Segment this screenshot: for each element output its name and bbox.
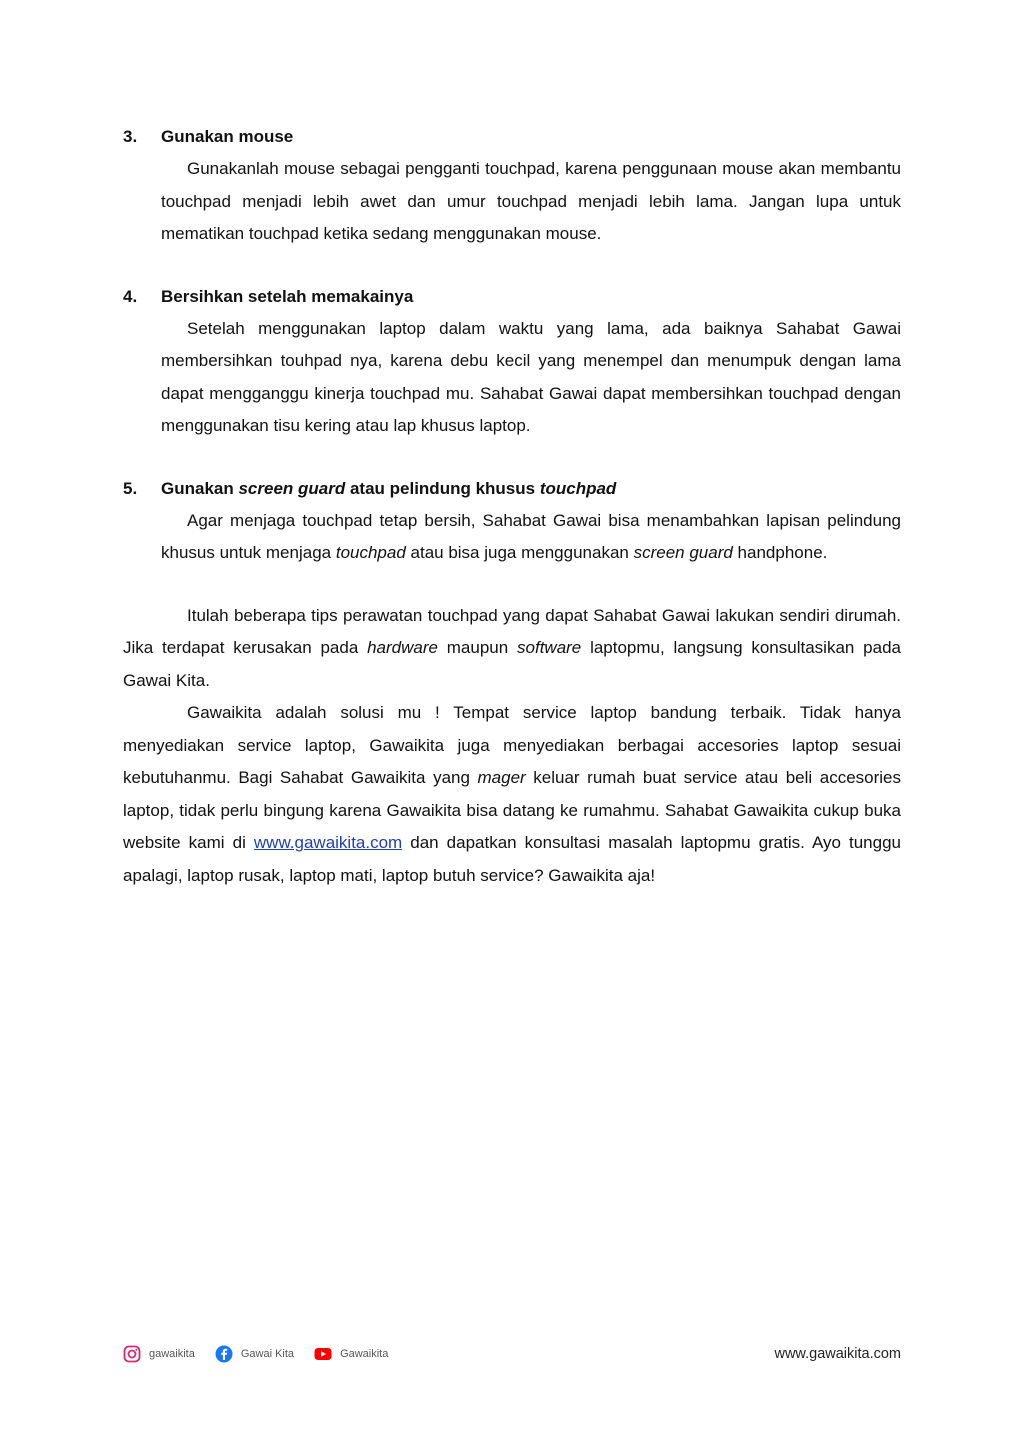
page-footer: [123, 1338, 901, 1370]
footer-website[interactable]: www.gawaikita.com: [774, 1346, 901, 1362]
italic-term: screen guard: [238, 478, 346, 498]
text-run: maupun: [437, 638, 518, 657]
document-content: [123, 121, 901, 892]
youtube-icon: [314, 1345, 332, 1363]
instagram-label: gawaikita: [149, 1348, 195, 1360]
text-run: Bersihkan setelah memakainya: [161, 286, 414, 306]
tip-title: [161, 121, 901, 153]
facebook-label: Gawai Kita: [240, 1348, 295, 1360]
text-run: dan dapatkan konsultasi masalah laptopmu gratis. Ayo tunggu apalagi, laptop rusak, laptop mati, laptop butuh service? Gawaikita aja!: [123, 833, 901, 885]
tip-number: 4.: [123, 286, 138, 306]
text-run: Gawaikita adalah solusi mu ! Tempat service laptop bandung terbaik. Tidak hanya menyediakan service laptop, Gawaikita juga menyediakan berbagai accesories laptop sesuai kebutuhanmu. Bagi Sahabat Gawaikita yang: [123, 703, 901, 787]
italic-term: mager: [477, 768, 526, 787]
italic-term: hardware: [367, 638, 438, 657]
text-run: atau bisa juga menggunakan: [405, 543, 634, 562]
tip-title: [161, 473, 901, 505]
tip-body: [161, 505, 901, 570]
closing-paragraph: [123, 600, 901, 698]
text-run: atau pelindung khusus: [345, 478, 540, 498]
text-run: Itulah beberapa tips perawatan touchpad yang dapat Sahabat Gawai lakukan sendiri dirumah. Jika terdapat kerusakan pada: [123, 605, 901, 657]
text-run: Gunakanlah mouse sebagai pengganti touchpad, karena penggunaan mouse akan membantu touchpad menjadi lebih awet dan umur touchpad menjadi lebih lama. Jangan lupa untuk mematikan touchpad ketika sedang menggunakan mouse.: [161, 159, 901, 243]
closing-section: [123, 600, 901, 893]
italic-term: screen guard: [633, 543, 733, 562]
tip-number: 3.: [123, 127, 138, 146]
tips-list: [123, 121, 901, 570]
tip-heading: [123, 473, 901, 505]
tip-title: [161, 281, 901, 313]
facebook-icon: [215, 1345, 233, 1363]
tip-body: [161, 313, 901, 443]
tip-heading: [123, 121, 901, 153]
text-run: Setelah menggunakan laptop dalam waktu yang lama, ada baiknya Sahabat Gawai membersihkan touhpad nya, karena debu kecil yang menempel dan menumpuk dengan lama dapat mengganggu kinerja touchpad mu. Sahabat Gawai dapat membersihkan touchpad dengan menggunakan tisu kering atau lap khusus laptop.: [161, 318, 901, 435]
tip-item: [123, 473, 901, 570]
facebook-handle[interactable]: [215, 1345, 294, 1363]
tip-item: [123, 281, 901, 443]
text-run: handphone.: [732, 543, 828, 562]
italic-term: touchpad: [335, 543, 406, 562]
text-run: Gunakan mouse: [161, 127, 294, 146]
tip-body: [161, 153, 901, 251]
text-run: keluar rumah buat service atau beli accesories laptop, tidak perlu bingung karena Gawaikita bisa datang ke rumahmu. Sahabat Gawaikita cukup buka website kami di: [123, 768, 901, 852]
youtube-handle[interactable]: [314, 1345, 388, 1363]
tip-item: [123, 121, 901, 251]
instagram-icon: [123, 1345, 141, 1363]
text-run: Gunakan: [161, 478, 239, 498]
youtube-label: Gawaikita: [340, 1348, 389, 1360]
text-run: laptopmu, langsung konsultasikan pada Gawai Kita.: [123, 638, 901, 690]
text-run: Agar menjaga touchpad tetap bersih, Sahabat Gawai bisa menambahkan lapisan pelindung khusus untuk menjaga: [161, 510, 901, 562]
italic-term: touchpad: [539, 478, 617, 498]
closing-paragraph: [123, 697, 901, 892]
tip-heading: [123, 281, 901, 313]
italic-term: software: [517, 638, 582, 657]
website-link[interactable]: www.gawaikita.com: [253, 833, 403, 852]
tip-number: 5.: [123, 478, 138, 498]
instagram-handle[interactable]: [123, 1345, 195, 1363]
